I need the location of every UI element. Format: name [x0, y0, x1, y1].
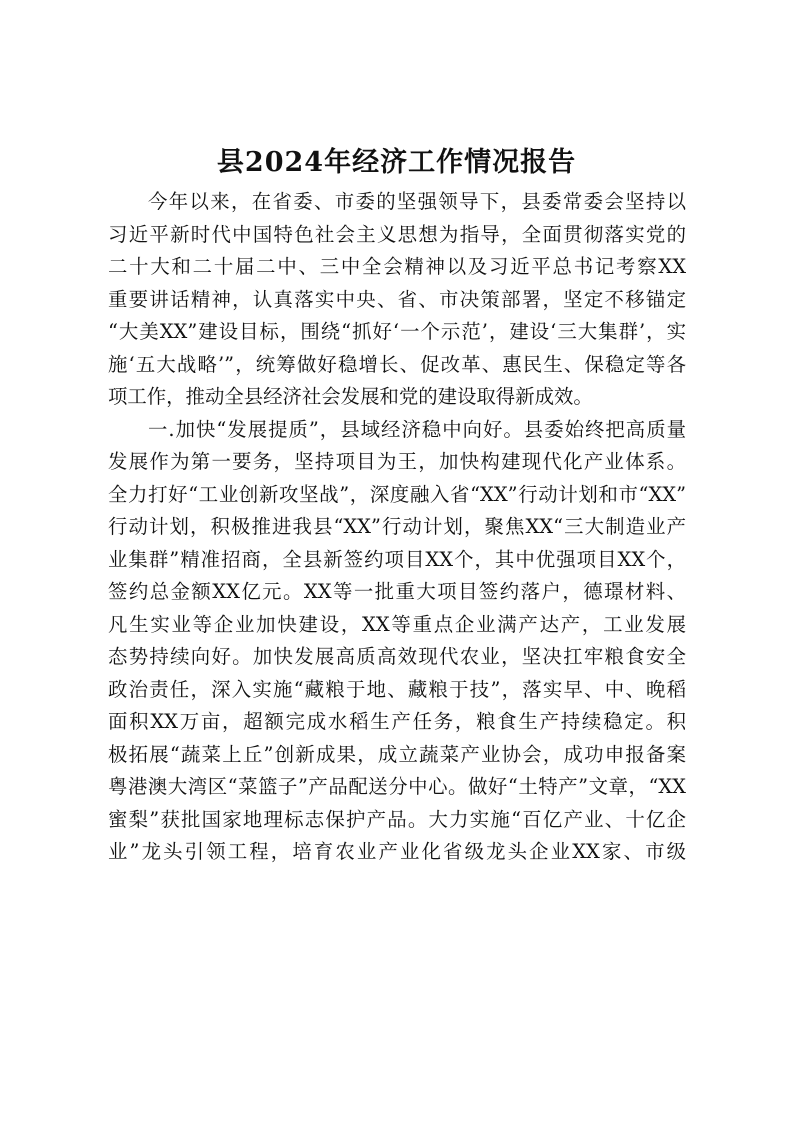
- text-line: 施‘五大战略’”，统筹做好稳增长、促改革、惠民生、保稳定等各: [108, 352, 686, 376]
- text-line: 重要讲话精神，认真落实中央、省、市决策部署，坚定不移锚定: [108, 287, 686, 311]
- text-line: 业”龙头引领工程，培育农业产业化省级龙头企业XX家、市级: [108, 840, 686, 863]
- text-line: 习近平新时代中国特色社会主义思想为指导，全面贯彻落实党的: [108, 222, 686, 246]
- text-line: 蜜梨”获批国家地理标志保护产品。大力实施“百亿产业、十亿企: [108, 807, 686, 831]
- text-line: 凡生实业等企业加快建设，XX等重点企业满产达产，工业发展: [108, 612, 686, 636]
- text-line: 今年以来，在省委、市委的坚强领导下，县委常委会坚持以: [148, 190, 686, 213]
- text-line: 全力打好“工业创新攻坚战”，深度融入省“XX”行动计划和市“XX”: [108, 482, 686, 506]
- text-line: 签约总金额XX亿元。XX等一批重大项目签约落户，德璟材料、: [108, 580, 686, 603]
- text-line: 发展作为第一要务，坚持项目为王，加快构建现代化产业体系。: [108, 450, 686, 473]
- text-line: 极拓展“蔬菜上丘”创新成果，成立蔬菜产业协会，成功申报备案: [108, 742, 686, 766]
- text-line: “大美XX”建设目标，围绕“抓好‘一个示范’，建设‘三大集群’，实: [108, 320, 686, 343]
- document-title: 县2024年经济工作情况报告: [216, 147, 577, 178]
- text-line: 态势持续向好。加快发展高质高效现代农业，坚决扛牢粮食安全: [108, 645, 686, 668]
- document-body: [108, 186, 686, 869]
- text-line: 项工作，推动全县经济社会发展和党的建设取得新成效。: [108, 385, 593, 408]
- text-line: 政治责任，深入实施“藏粮于地、藏粮于技”，落实早、中、晚稻: [108, 677, 686, 701]
- text-line: 粤港澳大湾区“菜篮子”产品配送分中心。做好“土特产”文章，“XX: [108, 775, 686, 798]
- text-line: 业集群”精准招商，全县新签约项目XX个，其中优强项目XX个，: [108, 547, 686, 571]
- paragraph-section-one: [108, 414, 686, 869]
- text-line: 一.加快“发展提质”，县域经济稳中向好。县委始终把高质量: [148, 417, 686, 441]
- text-line: 行动计划，积极推进我县“XX”行动计划，聚焦XX“三大制造业产: [108, 515, 686, 538]
- paragraph-intro: [108, 186, 686, 414]
- text-line: 面积XX万亩，超额完成水稻生产任务，粮食生产持续稳定。积: [108, 710, 686, 733]
- text-line: 二十大和二十届二中、三中全会精神以及习近平总书记考察XX: [108, 255, 686, 278]
